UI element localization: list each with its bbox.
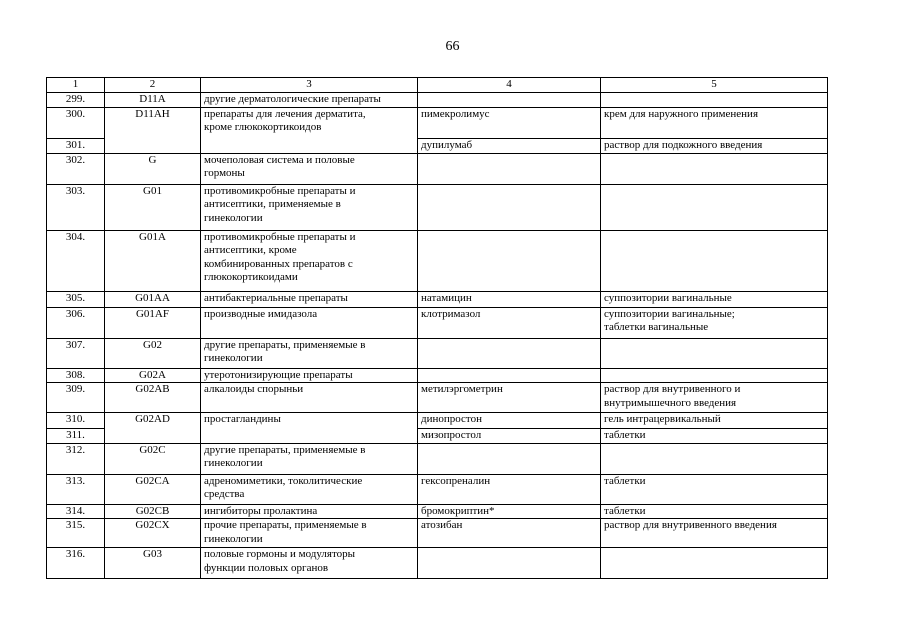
atc-code-cell: G01AF	[105, 307, 201, 338]
dosage-form-cell	[601, 92, 828, 107]
row-number-cell: 303.	[47, 184, 105, 230]
group-name-cell	[201, 338, 418, 368]
row-number-cell: 312.	[47, 443, 105, 474]
dosage-form-cell	[601, 138, 828, 153]
cell-line: мизопростол	[421, 429, 482, 441]
atc-code-cell: G02AD	[105, 413, 201, 429]
row-number-cell: 307.	[47, 338, 105, 368]
table-row	[47, 307, 828, 338]
dosage-form-cell	[601, 413, 828, 429]
column-header: 3	[201, 78, 418, 93]
substance-cell	[418, 429, 601, 444]
cell-line: таблетки	[604, 504, 646, 517]
cell-line: половые гормоны и модуляторы	[204, 548, 356, 560]
table-row	[47, 184, 828, 230]
cell-line: гинекологии	[204, 211, 263, 224]
cell-line: другие дерматологические препараты	[204, 92, 381, 105]
cell-line: метилэргометрин	[421, 383, 503, 395]
substance-cell	[418, 368, 601, 383]
dosage-form-cell	[601, 504, 828, 519]
cell-line: препараты для лечения дерматита,	[204, 107, 366, 120]
table-row	[47, 548, 828, 579]
table-row	[47, 338, 828, 368]
table-row	[47, 474, 828, 504]
page-number: 66	[445, 39, 460, 54]
table-header-row	[47, 78, 828, 93]
cell-line: противомикробные препараты и	[204, 184, 356, 197]
row-number-cell: 314.	[47, 504, 105, 519]
cell-line: атозибан	[421, 519, 463, 531]
cell-line: антибактериальные препараты	[204, 291, 348, 304]
group-name-cell	[201, 504, 418, 519]
substance-cell	[418, 338, 601, 368]
group-name-cell	[201, 230, 418, 291]
table-row	[47, 443, 828, 474]
atc-code-cell: G02C	[105, 443, 201, 474]
column-header: 2	[105, 78, 201, 93]
cell-line: таблетки	[604, 429, 646, 441]
substance-cell	[418, 307, 601, 338]
table-row	[47, 504, 828, 519]
substance-cell	[418, 443, 601, 474]
row-number-cell: 316.	[47, 548, 105, 579]
row-number-cell: 300.	[47, 107, 105, 138]
table-row	[47, 153, 828, 184]
group-name-cell	[201, 383, 418, 413]
substance-cell	[418, 107, 601, 138]
substance-cell	[418, 184, 601, 230]
cell-line: другие препараты, применяемые в	[204, 443, 366, 456]
group-name-cell	[201, 291, 418, 307]
cell-line: клотримазол	[421, 307, 481, 320]
cell-line: утеротонизирующие препараты	[204, 368, 353, 381]
row-number-cell: 313.	[47, 474, 105, 504]
group-name-cell	[201, 443, 418, 474]
row-number-cell: 311.	[47, 429, 105, 444]
atc-code-cell: G02AB	[105, 383, 201, 413]
dosage-form-cell	[601, 107, 828, 138]
cell-line: гель интрацервикальный	[604, 413, 721, 425]
cell-line: мочеполовая система и половые	[204, 153, 355, 166]
group-name-cell	[201, 474, 418, 504]
group-name-cell	[201, 548, 418, 579]
atc-code-cell: G01A	[105, 230, 201, 291]
atc-code-cell: G01AA	[105, 291, 201, 307]
group-name-cell	[201, 368, 418, 383]
table-row	[47, 291, 828, 307]
cell-line: производные имидазола	[204, 307, 318, 320]
atc-code-cell: G03	[105, 548, 201, 579]
dosage-form-cell	[601, 429, 828, 444]
cell-line: раствор для внутривенного и	[604, 383, 741, 395]
drug-classification-table	[46, 77, 828, 579]
cell-line: ингибиторы пролактина	[204, 504, 318, 517]
cell-line: раствор для подкожного введения	[604, 138, 763, 151]
cell-line: гексопреналин	[421, 474, 491, 487]
column-header: 4	[418, 78, 601, 93]
table-row	[47, 413, 828, 429]
atc-code-cell: G02CA	[105, 474, 201, 504]
cell-line: адреномиметики, токолитические	[204, 474, 363, 487]
dosage-form-cell	[601, 548, 828, 579]
group-name-cell	[201, 413, 418, 429]
row-number-cell: 302.	[47, 153, 105, 184]
column-header: 5	[601, 78, 828, 93]
substance-cell	[418, 548, 601, 579]
cell-line: крем для наружного применения	[604, 107, 759, 120]
dosage-form-cell	[601, 291, 828, 307]
cell-line: суппозитории вагинальные	[604, 291, 732, 304]
substance-cell	[418, 519, 601, 548]
atc-code-cell: G	[105, 153, 201, 184]
atc-code-cell	[105, 429, 201, 444]
table-row	[47, 138, 828, 153]
table-row	[47, 368, 828, 383]
row-number-cell: 304.	[47, 230, 105, 291]
row-number-cell: 309.	[47, 383, 105, 413]
group-name-cell	[201, 184, 418, 230]
row-number-cell: 301.	[47, 138, 105, 153]
substance-cell	[418, 153, 601, 184]
dosage-form-cell	[601, 519, 828, 548]
atc-code-cell: D11A	[105, 92, 201, 107]
dosage-form-cell	[601, 474, 828, 504]
dosage-form-cell	[601, 383, 828, 413]
atc-code-cell: G02A	[105, 368, 201, 383]
table-row	[47, 230, 828, 291]
cell-line: дупилумаб	[421, 138, 473, 151]
cell-line: таблетки	[604, 474, 646, 487]
atc-code-cell: G02	[105, 338, 201, 368]
row-number-cell: 308.	[47, 368, 105, 383]
cell-line: динопростон	[421, 413, 482, 425]
dosage-form-cell	[601, 338, 828, 368]
atc-code-cell	[105, 138, 201, 153]
table-body	[47, 78, 828, 579]
cell-line: алкалоиды спорыньи	[204, 383, 304, 395]
table-row	[47, 429, 828, 444]
cell-line: прочие препараты, применяемые в	[204, 519, 367, 531]
cell-line: гинекологии	[204, 352, 263, 364]
atc-code-cell: G02CX	[105, 519, 201, 548]
cell-line: гинекологии	[204, 457, 263, 469]
substance-cell	[418, 383, 601, 413]
dosage-form-cell	[601, 153, 828, 184]
group-name-cell	[201, 153, 418, 184]
cell-line: средства	[204, 488, 245, 500]
cell-line: комбинированных препаратов с	[204, 257, 353, 270]
dosage-form-cell	[601, 307, 828, 338]
group-name-cell	[201, 307, 418, 338]
dosage-form-cell	[601, 230, 828, 291]
atc-code-cell: G02CB	[105, 504, 201, 519]
dosage-form-cell	[601, 368, 828, 383]
table-row	[47, 519, 828, 548]
cell-line: гинекологии	[204, 532, 263, 545]
row-number-cell: 306.	[47, 307, 105, 338]
cell-line: другие препараты, применяемые в	[204, 338, 366, 351]
cell-line: кроме глюкокортикоидов	[204, 121, 322, 133]
table-row	[47, 107, 828, 138]
cell-line: пимекролимус	[421, 107, 490, 120]
cell-line: гормоны	[204, 167, 245, 179]
group-name-cell	[201, 519, 418, 548]
cell-line: суппозитории вагинальные;	[604, 307, 735, 320]
dosage-form-cell	[601, 443, 828, 474]
row-number-cell: 305.	[47, 291, 105, 307]
cell-line: натамицин	[421, 291, 472, 304]
cell-line: антисептики, применяемые в	[204, 198, 341, 210]
substance-cell	[418, 413, 601, 429]
substance-cell	[418, 92, 601, 107]
table-row	[47, 383, 828, 413]
cell-line: противомикробные препараты и	[204, 230, 356, 243]
row-number-cell: 299.	[47, 92, 105, 107]
column-header: 1	[47, 78, 105, 93]
cell-line: внутримышечного введения	[604, 396, 737, 409]
row-number-cell: 310.	[47, 413, 105, 429]
substance-cell	[418, 504, 601, 519]
cell-line: раствор для внутривенного введения	[604, 519, 777, 531]
substance-cell	[418, 291, 601, 307]
atc-code-cell: G01	[105, 184, 201, 230]
atc-code-cell: D11AH	[105, 107, 201, 138]
group-name-cell	[201, 138, 418, 153]
table-row	[47, 92, 828, 107]
dosage-form-cell	[601, 184, 828, 230]
cell-line: таблетки вагинальные	[604, 321, 709, 333]
substance-cell	[418, 138, 601, 153]
cell-line: антисептики, кроме	[204, 244, 297, 256]
cell-line: функции половых органов	[204, 561, 329, 574]
cell-line: простагландины	[204, 413, 281, 425]
substance-cell	[418, 230, 601, 291]
group-name-cell	[201, 429, 418, 444]
group-name-cell	[201, 107, 418, 138]
row-number-cell: 315.	[47, 519, 105, 548]
group-name-cell	[201, 92, 418, 107]
substance-cell	[418, 474, 601, 504]
cell-line: бромокриптин*	[421, 504, 495, 517]
cell-line: глюкокортикоидами	[204, 271, 298, 283]
